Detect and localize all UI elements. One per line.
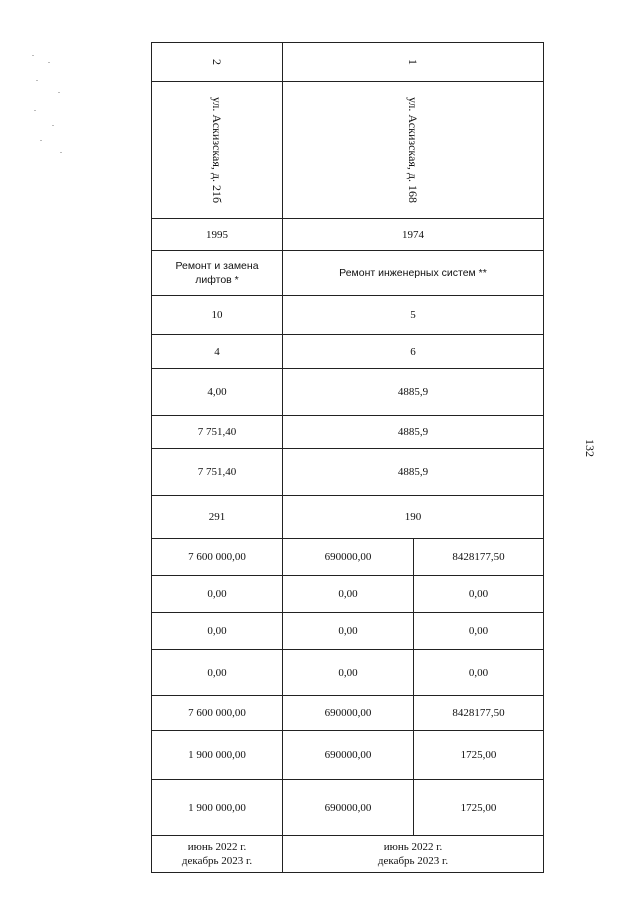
table-cell [151,82,282,218]
residents-right: 190 [282,496,544,538]
area-c-right: 4885,9 [282,449,544,495]
entrances-left: 4 [151,335,282,368]
address-right: ул. Аскизская, д. 168 [405,96,420,204]
residents-left: 291 [151,496,282,538]
table-cell [282,43,544,81]
cost-right: 1725,00 [413,731,544,779]
cost-left: 0,00 [151,650,282,695]
entrances-right: 6 [282,335,544,368]
period-right [282,836,544,872]
area-b-left: 7 751,40 [151,416,282,448]
cost-right: 0,00 [413,613,544,649]
cost-row [151,649,544,695]
cost-left: 0,00 [151,613,282,649]
period-right-start: июнь 2022 г. [383,841,443,853]
table-cell [151,43,282,81]
cost-mid: 690000,00 [282,780,413,835]
period-right-end: декабрь 2023 г. [377,855,449,867]
period-left-start: июнь 2022 г. [187,841,247,853]
floors-row [151,295,544,334]
cost-mid: 0,00 [282,650,413,695]
period-left-end: декабрь 2023 г. [181,855,253,867]
column-number-left: 2 [210,59,224,65]
area-row-a [151,368,544,415]
cost-left: 1 900 000,00 [151,780,282,835]
work-type-right: Ремонт инженерных систем ** [282,251,544,295]
data-table [151,42,544,873]
area-row-b [151,415,544,448]
residents-row [151,495,544,538]
year-row [151,218,544,250]
cost-row [151,730,544,779]
address-left: ул. Аскизская, д. 21б [210,96,224,204]
cost-left: 7 600 000,00 [151,539,282,575]
area-a-right: 4885,9 [282,369,544,415]
cost-mid: 0,00 [282,613,413,649]
cost-right: 0,00 [413,576,544,612]
work-type-row [151,250,544,295]
year-left: 1995 [151,219,282,250]
cost-row [151,695,544,730]
address-row [151,81,544,218]
table-cell [282,82,544,218]
cost-mid: 690000,00 [282,539,413,575]
cost-row [151,538,544,575]
table-header-row [151,42,544,81]
cost-right: 8428177,50 [413,696,544,730]
column-number-right: 1 [406,59,420,65]
cost-row [151,779,544,835]
cost-right: 0,00 [413,650,544,695]
cost-mid: 690000,00 [282,696,413,730]
cost-mid: 690000,00 [282,731,413,779]
period-row [151,835,544,873]
work-type-left: Ремонт и замена лифтов * [151,251,282,295]
cost-left: 1 900 000,00 [151,731,282,779]
period-left [151,836,282,872]
cost-right: 1725,00 [413,780,544,835]
page-number: 132 [583,439,597,457]
cost-right: 8428177,50 [413,539,544,575]
area-c-left: 7 751,40 [151,449,282,495]
cost-left: 0,00 [151,576,282,612]
cost-row [151,575,544,612]
floors-left: 10 [151,296,282,334]
floors-right: 5 [282,296,544,334]
entrances-row [151,334,544,368]
area-b-right: 4885,9 [282,416,544,448]
area-row-c [151,448,544,495]
year-right: 1974 [282,219,544,250]
area-a-left: 4,00 [151,369,282,415]
cost-left: 7 600 000,00 [151,696,282,730]
cost-mid: 0,00 [282,576,413,612]
cost-row [151,612,544,649]
